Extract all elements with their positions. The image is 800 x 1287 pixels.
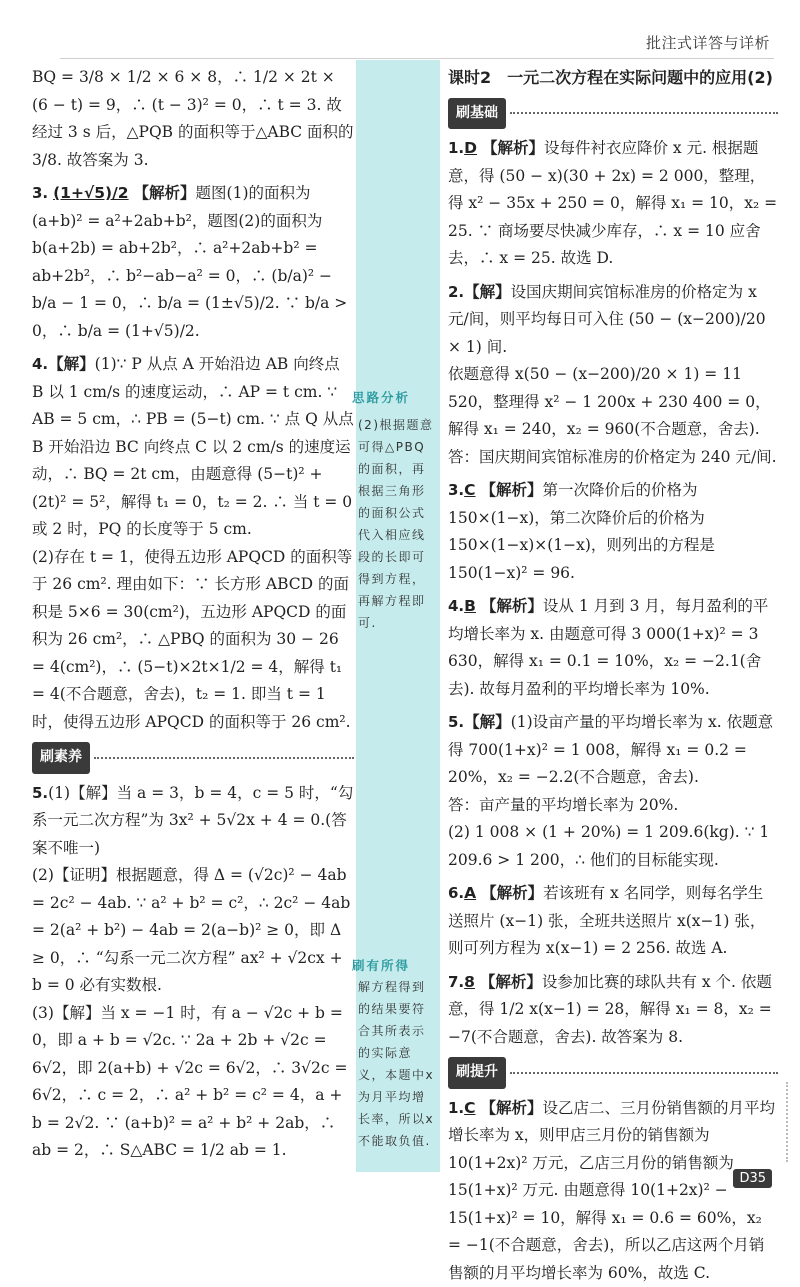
question-2-equation: 依题意得 x(50 − (x−200)/20 × 1) = 11 520，整理得 x² − 1 200x + 230 400 = 0，解得 x₁ = 240，x₂ = 960(不合题意，舍去). — [448, 361, 778, 444]
analysis-text: 题图(1)的面积为 (a+b)² = a²+2ab+b²，题图(2)的面积为 b(a+2b) = ab+2b²，∴ a²+2ab+b² = ab+2b²，∴ b²−ab−a² = 0，∴ (b/a)² − b/a − 1 = 0，∴ b/a = (1±√5)/2. ∵ b/a > 0，∴ b/a = (1+√5)/2. — [32, 184, 347, 340]
solution-text: (1)设亩产量的平均增长率为 x. 依题意得 700(1+x)² = 1 008，解得 x₁ = 0.2 = 20%，x₂ = −2.2(不合题意，舍去). — [448, 713, 773, 786]
question-1 — [448, 135, 778, 273]
analysis-tag: 【解析】 — [480, 1099, 542, 1117]
analysis-tag: 【解析】 — [481, 884, 543, 902]
question-3 — [448, 477, 778, 587]
question-number: 2. — [448, 283, 464, 301]
solution-part-1: (1)∵ P 从点 A 开始沿边 AB 向终点 B 以 1 cm/s 的速度运动，∴ AP = t cm. ∵ AB = 5 cm，∴ PB = (5−t) cm. ∵ 点 Q 从点 B 开始沿边 BC 向终点 C 以 2 cm/s 的速度运动，∴ BQ = 2t cm，由题意得 (5−t)² + (2t)² = 5²，解得 t₁ = 0，t₂ = 2. ∴ 当 t = 0 或 2 时，PQ 的长度等于 5 cm. — [32, 355, 354, 538]
page-number: D35 — [733, 1169, 772, 1188]
solution-tag: 【解】 — [464, 283, 511, 301]
side-note-text-2: 解方程得到的结果要符合其所表示的实际意义，本题中x为月平均增长率，所以x不能取负值. — [358, 976, 436, 1152]
left-column — [32, 64, 354, 1165]
analysis-tag: 【解析】 — [481, 597, 543, 615]
section-divider — [510, 1072, 778, 1074]
answer-key: A — [464, 884, 476, 902]
section-divider — [510, 112, 778, 114]
side-note-tag-1: 思路分析 — [352, 388, 410, 406]
advanced-question-1 — [448, 1095, 778, 1287]
analysis-tag: 【解析】 — [482, 139, 544, 157]
page-header: 批注式详答与详析 — [646, 32, 770, 53]
side-note-tag-2: 刷有所得 — [352, 956, 410, 974]
right-column — [448, 64, 778, 1287]
question-6 — [448, 880, 778, 963]
question-5-part-1 — [32, 780, 354, 863]
question-4 — [448, 593, 778, 703]
analysis-text: 若该班有 x 名同学，则每名学生送照片 (x−1) 张，全班共送照片 x(x−1) 张，则可列方程为 x(x−1) = 2 256. 故选 A. — [448, 884, 765, 957]
question-5 — [448, 709, 778, 792]
section-divider — [94, 757, 354, 759]
section-header-advanced — [448, 1057, 778, 1089]
section-badge: 刷基础 — [448, 98, 506, 130]
question-5-part-3: (3)【解】当 x = −1 时，有 a − √2c + b = 0，即 a + b = √2c. ∵ 2a + 2b + √2c = 6√2，即 2(a+b) + √2c = 6√2，∴ 3√2c = 6√2，∴ c = 2，∴ a² + b² = c² = 4，a + b = 2√2. ∵ (a+b)² = a² + b² + 2ab，∴ ab = 2，∴ S△ABC = 1/2 ab = 1. — [32, 1000, 354, 1165]
answer-key: D — [464, 139, 477, 157]
analysis-tag: 【解析】 — [480, 481, 542, 499]
question-number: 1. — [448, 1099, 464, 1117]
question-number: 4. — [32, 355, 48, 373]
section-badge: 刷提升 — [448, 1057, 506, 1089]
section-header-basic — [448, 98, 778, 130]
question-number: 6. — [448, 884, 464, 902]
side-note-text-1: (2)根据题意可得△PBQ的面积，再根据三角形的面积公式代入相应线段的长即可得到方程，再解方程即可. — [358, 414, 436, 634]
solution-part-2: (2)存在 t = 1，使得五边形 APQCD 的面积等于 26 cm². 理由如下：∵ 长方形 ABCD 的面积是 5×6 = 30(cm²)，五边形 APQCD 的面积为 26 cm²，∴ △PBQ 的面积为 30 − 26 = 4(cm²)，∴ (5−t)×2t×1/2 = 4，解得 t₁ = 4(不合题意，舍去)，t₂ = 1. 即当 t = 1 时，使得五边形 APQCD 的面积等于 26 cm². — [32, 544, 354, 737]
section-badge: 刷素养 — [32, 742, 90, 774]
question-3 — [32, 180, 354, 345]
header-divider — [60, 58, 774, 59]
question-number: 5. — [32, 784, 48, 802]
section-header-literacy — [32, 742, 354, 774]
solution-text: 设国庆期间宾馆标准房的价格定为 x 元/间，则平均每日可入住 (50 − (x−200)/20 × 1) 间. — [448, 283, 766, 356]
question-5-part-2: (2)【证明】根据题意，得 Δ = (√2c)² − 4ab = 2c² − 4ab. ∵ a² + b² = c²，∴ 2c² − 4ab = 2(a² + b²) − 4ab = 2(a−b)² ≥ 0，即 Δ ≥ 0，∴ “勾系一元二次方程” ax² + √2cx + b = 0 必有实数根. — [32, 862, 354, 1000]
question-5-part-2: (2) 1 008 × (1 + 20%) = 1 209.6(kg). ∵ 1 209.6 > 1 200，∴ 他们的目标能实现. — [448, 819, 778, 874]
question-4 — [32, 351, 354, 544]
answer-key: B — [464, 597, 476, 615]
analysis-text: 设每件衬衣应降价 x 元. 根据题意，得 (50 − x)(30 + 2x) = 2 000，整理，得 x² − 35x + 250 = 0，解得 x₁ = 10，x₂ = 25. ∵ 商场要尽快减少库存，∴ x = 10 应舍去，∴ x = 25. 故选 D. — [448, 139, 777, 267]
question-number: 4. — [448, 597, 464, 615]
question-5-answer: 答：亩产量的平均增长率为 20%. — [448, 792, 778, 820]
question-number: 3. — [32, 184, 48, 202]
question-number: 5. — [448, 713, 464, 731]
question-number: 1. — [448, 139, 464, 157]
answer-key: 8 — [464, 973, 475, 991]
question-2-answer: 答：国庆期间宾馆标准房的价格定为 240 元/间. — [448, 444, 778, 472]
answer-key: (1+√5)/2 — [53, 184, 129, 202]
question-number: 7. — [448, 973, 464, 991]
analysis-tag: 【解析】 — [134, 184, 196, 202]
question-2 — [448, 279, 778, 362]
analysis-text: 设参加比赛的球队共有 x 个. 依题意，得 1/2 x(x−1) = 28，解得 x₁ = 8，x₂ = −7(不合题意，舍去). 故答案为 8. — [448, 973, 772, 1046]
lesson-title: 课时2 一元二次方程在实际问题中的应用(2) — [448, 64, 778, 92]
solution-tag: 【解】 — [48, 355, 95, 373]
solution-tag: 【解】 — [464, 713, 511, 731]
question-number: 3. — [448, 481, 464, 499]
answer-key: C — [464, 1099, 475, 1117]
page-corner-decoration — [770, 1082, 788, 1162]
prev-answer-tail: BQ = 3/8 × 1/2 × 6 × 8，∴ 1/2 × 2t × (6 − t) = 9，∴ (t − 3)² = 0，∴ t = 3. 故经过 3 s 后，△PQB 的面积等于△ABC 面积的 3/8. 故答案为 3. — [32, 64, 354, 174]
answer-key: C — [464, 481, 475, 499]
q5-part-1-text: (1)【解】当 a = 3，b = 4，c = 5 时，“勾系一元二次方程”为 3x² + 5√2x + 4 = 0.(答案不唯一) — [32, 784, 353, 857]
analysis-text: 第一次降价后的价格为 150×(1−x)，第二次降价后的价格为 150×(1−x)×(1−x)，则列出的方程是 150(1−x)² = 96. — [448, 481, 715, 582]
analysis-text: 设乙店二、三月份销售额的月平均增长率为 x，则甲店三月份的销售额为 10(1+2x)² 万元，乙店三月份的销售额为 15(1+x)² 万元. 由题意得 10(1+2x)² − 15(1+x)² = 10，解得 x₁ = 0.6 = 60%，x₂ = −1(不合题意，舍去)，所以乙店这两个月销售额的月平均增长率为 60%，故选 C. — [448, 1099, 775, 1282]
analysis-tag: 【解析】 — [480, 973, 542, 991]
question-7 — [448, 969, 778, 1052]
analysis-text: 设从 1 月到 3 月，每月盈利的平均增长率为 x. 由题意可得 3 000(1+x)² = 3 630，解得 x₁ = 0.1 = 10%，x₂ = −2.1(舍去). 故每月盈利的平均增长率为 10%. — [448, 597, 768, 698]
